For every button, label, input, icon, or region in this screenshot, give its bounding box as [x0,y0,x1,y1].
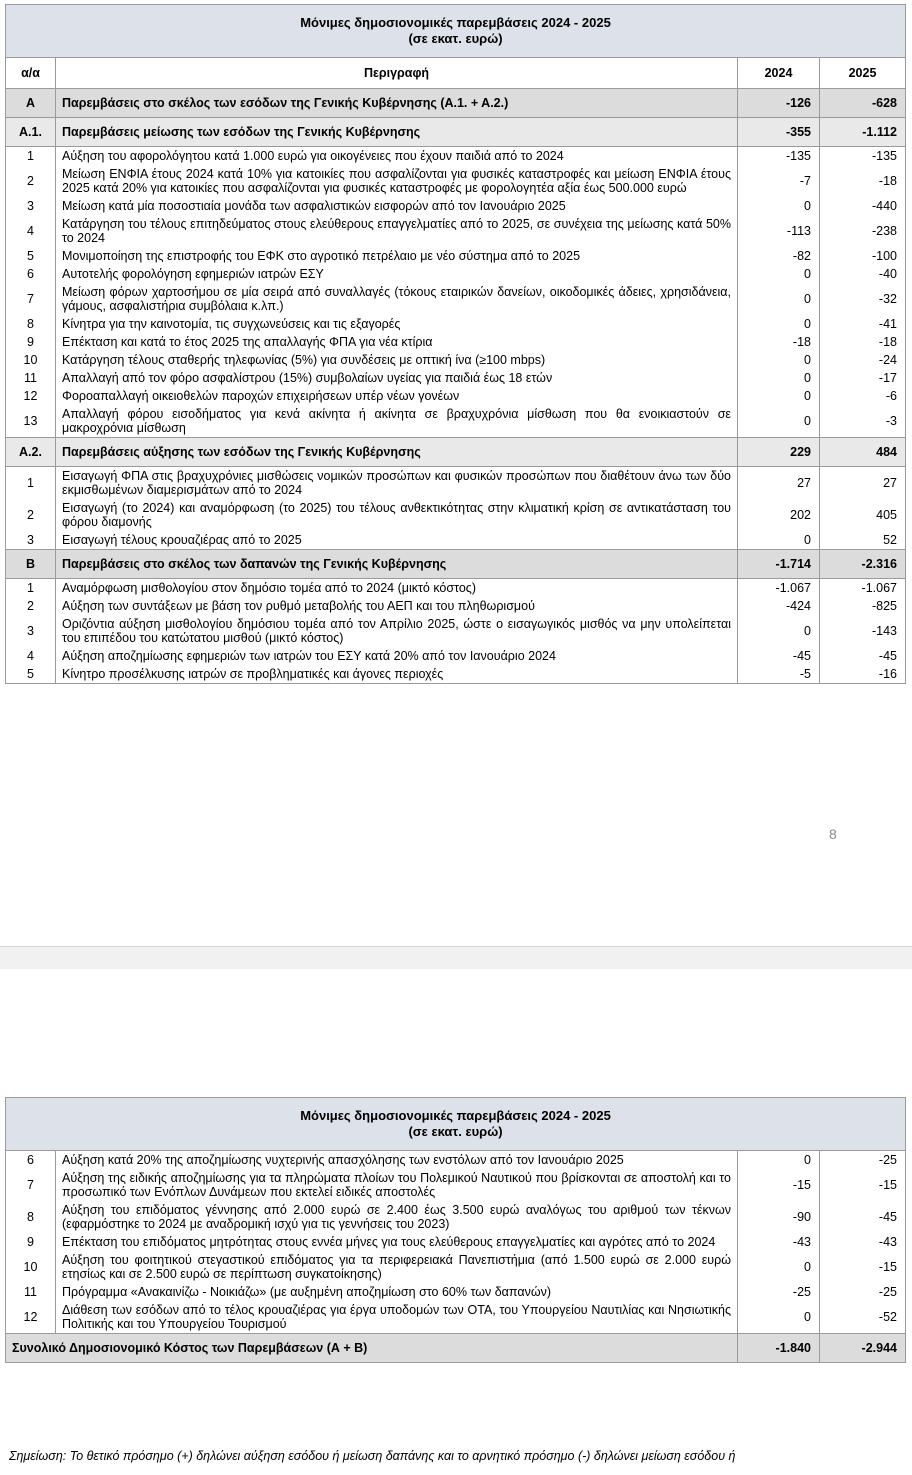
row-value-2025: -238 [820,215,906,247]
table-row [6,369,906,387]
row-id: 11 [6,1283,56,1301]
table-row [6,405,906,438]
row-description: Κίνητρο προσέλκυσης ιατρών σε προβληματικές και άγονες περιοχές [56,665,738,684]
row-value-2024: -355 [738,118,820,147]
row-value-2025: -100 [820,247,906,265]
table-row [6,333,906,351]
group-row [6,550,906,579]
row-description: Κατάργηση του τέλους επιτηδεύματος στους ελεύθερους επαγγελματίες από το 2025, σε συνέχεια της μείωσης κατά 50% το 2024 [56,215,738,247]
row-value-2025: -17 [820,369,906,387]
row-description: Αύξηση κατά 20% της αποζημίωσης νυχτερινής απασχόλησης των ενστόλων από τον Ιανουάριο 2025 [56,1151,738,1170]
row-value-2025: -25 [820,1283,906,1301]
row-description: Αύξηση αποζημίωσης εφημεριών των ιατρών του ΕΣΥ κατά 20% από τον Ιανουάριο 2024 [56,647,738,665]
row-value-2024: 0 [738,1251,820,1283]
row-value-2024: -18 [738,333,820,351]
table-row [6,165,906,197]
row-description: Αύξηση της ειδικής αποζημίωσης για τα πληρώματα πλοίων του Πολεμικού Ναυτικού που βρίσκονται σε αποστολή και το προσωπικό των Ενόπλων Δυνάμεων που εκτελεί ειδικές αποστολές [56,1169,738,1201]
row-value-2024: 0 [738,197,820,215]
footnote: Σημείωση: Το θετικό πρόσημο (+) δηλώνει αύξηση εσόδου ή μείωση δαπάνης και το αρνητικό πρόσημο (-) δηλώνει μείωση εσόδου ή [9,1449,736,1463]
table-title [6,1098,906,1151]
row-id: 9 [6,1233,56,1251]
row-value-2025: -6 [820,387,906,405]
table-row [6,1251,906,1283]
row-value-2024: -5 [738,665,820,684]
row-id: 8 [6,1201,56,1233]
row-value-2024: -424 [738,597,820,615]
row-value-2024: -82 [738,247,820,265]
table-row [6,1169,906,1201]
table-row [6,215,906,247]
row-value-2025: -24 [820,351,906,369]
row-value-2025: 484 [820,438,906,467]
row-id: 3 [6,531,56,550]
row-description: Φοροαπαλλαγή οικειοθελών παροχών επιχειρήσεων υπέρ νέων γονέων [56,387,738,405]
row-value-2025: 27 [820,467,906,500]
table-row [6,615,906,647]
row-value-2025: -2.316 [820,550,906,579]
row-value-2025: -45 [820,647,906,665]
row-description: Παρεμβάσεις μείωσης των εσόδων της Γενικής Κυβέρνησης [56,118,738,147]
table-page-1 [5,4,905,684]
row-id: 2 [6,165,56,197]
table-subtitle-text: (σε εκατ. ευρώ) [408,31,503,46]
row-description: Παρεμβάσεις στο σκέλος των δαπανών της Γενικής Κυβέρνησης [56,550,738,579]
row-id: 5 [6,665,56,684]
row-description: Μείωση ΕΝΦΙΑ έτους 2024 κατά 10% για κατοικίες που ασφαλίζονται για φυσικές καταστροφές και μείωση ΕΝΦΙΑ έτους 2025 κατά 20% για κατοικίες που ασφαλίζονται για φυσικές καταστροφές με φορολογητέα αξία έως 500.000 ευρώ [56,165,738,197]
row-id: 6 [6,265,56,283]
row-id: 2 [6,597,56,615]
row-id: 7 [6,1169,56,1201]
row-value-2025: -45 [820,1201,906,1233]
row-value-2025: -32 [820,283,906,315]
row-value-2025: -41 [820,315,906,333]
header-2024: 2024 [738,58,820,89]
row-description: Εισαγωγή τέλους κρουαζιέρας από το 2025 [56,531,738,550]
row-id: Α.2. [6,438,56,467]
row-description: Πρόγραμμα «Ανακαινίζω - Νοικιάζω» (με αυξημένη αποζημίωση στο 60% των δαπανών) [56,1283,738,1301]
row-description: Εισαγωγή ΦΠΑ στις βραχυχρόνιες μισθώσεις νομικών προσώπων και φυσικών προσώπων που διαθέτουν άνω των δύο εκμισθωμένων διαμερισμάτων από το 2024 [56,467,738,500]
row-value-2024: 0 [738,369,820,387]
table-row [6,283,906,315]
row-value-2025: -1.112 [820,118,906,147]
row-value-2024: 229 [738,438,820,467]
row-id: Α [6,89,56,118]
table-row [6,315,906,333]
row-value-2025: -18 [820,165,906,197]
table-row [6,531,906,550]
header-description: Περιγραφή [56,58,738,89]
total-row [6,1334,906,1363]
row-value-2024: -7 [738,165,820,197]
table-subtitle-text: (σε εκατ. ευρώ) [408,1124,503,1139]
row-value-2025: -3 [820,405,906,438]
group-row [6,89,906,118]
row-value-2024: -43 [738,1233,820,1251]
header-2025: 2025 [820,58,906,89]
row-value-2024: 0 [738,531,820,550]
row-id: 6 [6,1151,56,1170]
row-id: 4 [6,647,56,665]
row-id: 11 [6,369,56,387]
table-row [6,1151,906,1170]
row-value-2025: -628 [820,89,906,118]
row-value-2024: -15 [738,1169,820,1201]
row-value-2025: -25 [820,1151,906,1170]
row-description: Αύξηση του φοιτητικού στεγαστικού επιδόματος για τα περιφερειακά Πανεπιστήμια (από 1.500 ευρώ σε 2.000 ευρώ ετησίως και σε 2.500 ευρώ σε περίπτωση συγκατοίκησης) [56,1251,738,1283]
row-id: 2 [6,499,56,531]
row-value-2025: -1.067 [820,579,906,598]
row-description: Κίνητρα για την καινοτομία, τις συγχωνεύσεις και τις εξαγορές [56,315,738,333]
page-number: 8 [829,826,837,842]
table-title [6,5,906,58]
table-row [6,597,906,615]
row-description: Μείωση φόρων χαρτοσήμου σε μία σειρά από συναλλαγές (τόκους εταιρικών δανείων, οικοδομικές άδειες, χρησιδάνεια, γάμους, ασφαλιστήρια συμβόλαια κ.λπ.) [56,283,738,315]
row-description: Απαλλαγή από τον φόρο ασφαλίστρου (15%) συμβολαίων υγείας για παιδιά έως 18 ετών [56,369,738,387]
row-value-2025: -135 [820,147,906,166]
row-id: Β [6,550,56,579]
row-id: 1 [6,147,56,166]
row-description: Αύξηση των συντάξεων με βάση τον ρυθμό μεταβολής του ΑΕΠ και του πληθωρισμού [56,597,738,615]
row-id: 1 [6,467,56,500]
table-title-text: Μόνιμες δημοσιονομικές παρεμβάσεις 2024 - 2025 [300,15,611,30]
table-row [6,265,906,283]
row-description: Κατάργηση τέλους σταθερής τηλεφωνίας (5%) για συνδέσεις με οπτική ίνα (≥100 mbps) [56,351,738,369]
row-description: Εισαγωγή (το 2024) και αναμόρφωση (το 2025) του τέλους ανθεκτικότητας στην κλιματική κρίση σε αντικατάσταση του φόρου διαμονής [56,499,738,531]
row-id: 3 [6,197,56,215]
row-value-2025: -440 [820,197,906,215]
page-separator [0,946,912,969]
table-row [6,387,906,405]
row-value-2024: 0 [738,265,820,283]
row-value-2024: -45 [738,647,820,665]
interventions-table-1 [5,4,906,684]
row-value-2024: 0 [738,351,820,369]
row-value-2024: 202 [738,499,820,531]
row-value-2024: 0 [738,387,820,405]
row-description: Αύξηση του επιδόματος γέννησης από 2.000 ευρώ σε 2.400 έως 3.500 ευρώ αναλόγως του αριθμού των τέκνων (εφαρμόστηκε το 2024 με αναδρομική ισχύ για τις γεννήσεις του 2023) [56,1201,738,1233]
row-id: 12 [6,387,56,405]
table-page-2 [5,1097,905,1363]
table-row [6,467,906,500]
row-id: 1 [6,579,56,598]
row-description: Μονιμοποίηση της επιστροφής του ΕΦΚ στο αγροτικό πετρέλαιο με νέο σύστημα από το 2025 [56,247,738,265]
row-value-2024: 0 [738,405,820,438]
group-row [6,118,906,147]
row-value-2025: -52 [820,1301,906,1334]
row-value-2024: 0 [738,315,820,333]
row-id: 13 [6,405,56,438]
row-value-2024: -1.067 [738,579,820,598]
row-value-2024: -113 [738,215,820,247]
row-value-2025: -18 [820,333,906,351]
row-value-2024: 0 [738,283,820,315]
table-row [6,147,906,166]
row-description: Οριζόντια αύξηση μισθολογίου δημόσιου τομέα από τον Απρίλιο 2025, ώστε ο εισαγωγικός μισθός να μην υπολείπεται του επιπέδου του κατώτατου μισθού (μικτό κόστος) [56,615,738,647]
table-row [6,579,906,598]
row-value-2025: -143 [820,615,906,647]
row-value-2024: -126 [738,89,820,118]
row-value-2024: 0 [738,615,820,647]
row-description: Επέκταση και κατά το έτος 2025 της απαλλαγής ΦΠΑ για νέα κτίρια [56,333,738,351]
table-row [6,1233,906,1251]
row-value-2024: 27 [738,467,820,500]
total-2025: -2.944 [820,1334,906,1363]
row-value-2025: 405 [820,499,906,531]
table-row [6,247,906,265]
row-description: Αναμόρφωση μισθολογίου στον δημόσιο τομέα από το 2024 (μικτό κόστος) [56,579,738,598]
row-value-2025: -825 [820,597,906,615]
row-description: Αυτοτελής φορολόγηση εφημεριών ιατρών ΕΣΥ [56,265,738,283]
row-id: 5 [6,247,56,265]
table-row [6,197,906,215]
row-description: Επέκταση του επιδόματος μητρότητας στους εννέα μήνες για τους ελεύθερους επαγγελματίες και αγρότες από το 2024 [56,1233,738,1251]
row-id: 10 [6,1251,56,1283]
row-value-2025: -16 [820,665,906,684]
total-2024: -1.840 [738,1334,820,1363]
table-row [6,647,906,665]
row-value-2024: 0 [738,1301,820,1334]
header-aa: α/α [6,58,56,89]
row-value-2025: -15 [820,1169,906,1201]
row-id: 3 [6,615,56,647]
row-description: Αύξηση του αφορολόγητου κατά 1.000 ευρώ για οικογένειες που έχουν παιδιά από το 2024 [56,147,738,166]
row-description: Απαλλαγή φόρου εισοδήματος για κενά ακίνητα ή ακίνητα σε βραχυχρόνια μίσθωση που θα ενοικιαστούν σε μακροχρόνια μίσθωση [56,405,738,438]
row-id: 9 [6,333,56,351]
row-description: Παρεμβάσεις στο σκέλος των εσόδων της Γενικής Κυβέρνησης (Α.1. + Α.2.) [56,89,738,118]
row-value-2025: -40 [820,265,906,283]
row-description: Διάθεση των εσόδων από το τέλος κρουαζιέρας για έργα υποδομών των ΟΤΑ, του Υπουργείου Ναυτιλίας και Νησιωτικής Πολιτικής και του Υπουργείου Τουρισμού [56,1301,738,1334]
row-id: 10 [6,351,56,369]
table-row [6,1301,906,1334]
table-row [6,351,906,369]
row-value-2024: -1.714 [738,550,820,579]
table-row [6,1283,906,1301]
row-value-2024: -90 [738,1201,820,1233]
row-description: Μείωση κατά μία ποσοστιαία μονάδα των ασφαλιστικών εισφορών από τον Ιανουάριο 2025 [56,197,738,215]
row-value-2025: 52 [820,531,906,550]
table-row [6,1201,906,1233]
interventions-table-2 [5,1097,906,1363]
row-value-2024: 0 [738,1151,820,1170]
row-id: 7 [6,283,56,315]
table-row [6,499,906,531]
row-value-2025: -15 [820,1251,906,1283]
row-id: 12 [6,1301,56,1334]
table-row [6,665,906,684]
row-description: Παρεμβάσεις αύξησης των εσόδων της Γενικής Κυβέρνησης [56,438,738,467]
row-id: 4 [6,215,56,247]
table-title-text: Μόνιμες δημοσιονομικές παρεμβάσεις 2024 - 2025 [300,1108,611,1123]
row-id: Α.1. [6,118,56,147]
row-value-2024: -25 [738,1283,820,1301]
row-value-2025: -43 [820,1233,906,1251]
row-id: 8 [6,315,56,333]
row-value-2024: -135 [738,147,820,166]
group-row [6,438,906,467]
total-label: Συνολικό Δημοσιονομικό Κόστος των Παρεμβάσεων (Α + Β) [6,1334,738,1363]
